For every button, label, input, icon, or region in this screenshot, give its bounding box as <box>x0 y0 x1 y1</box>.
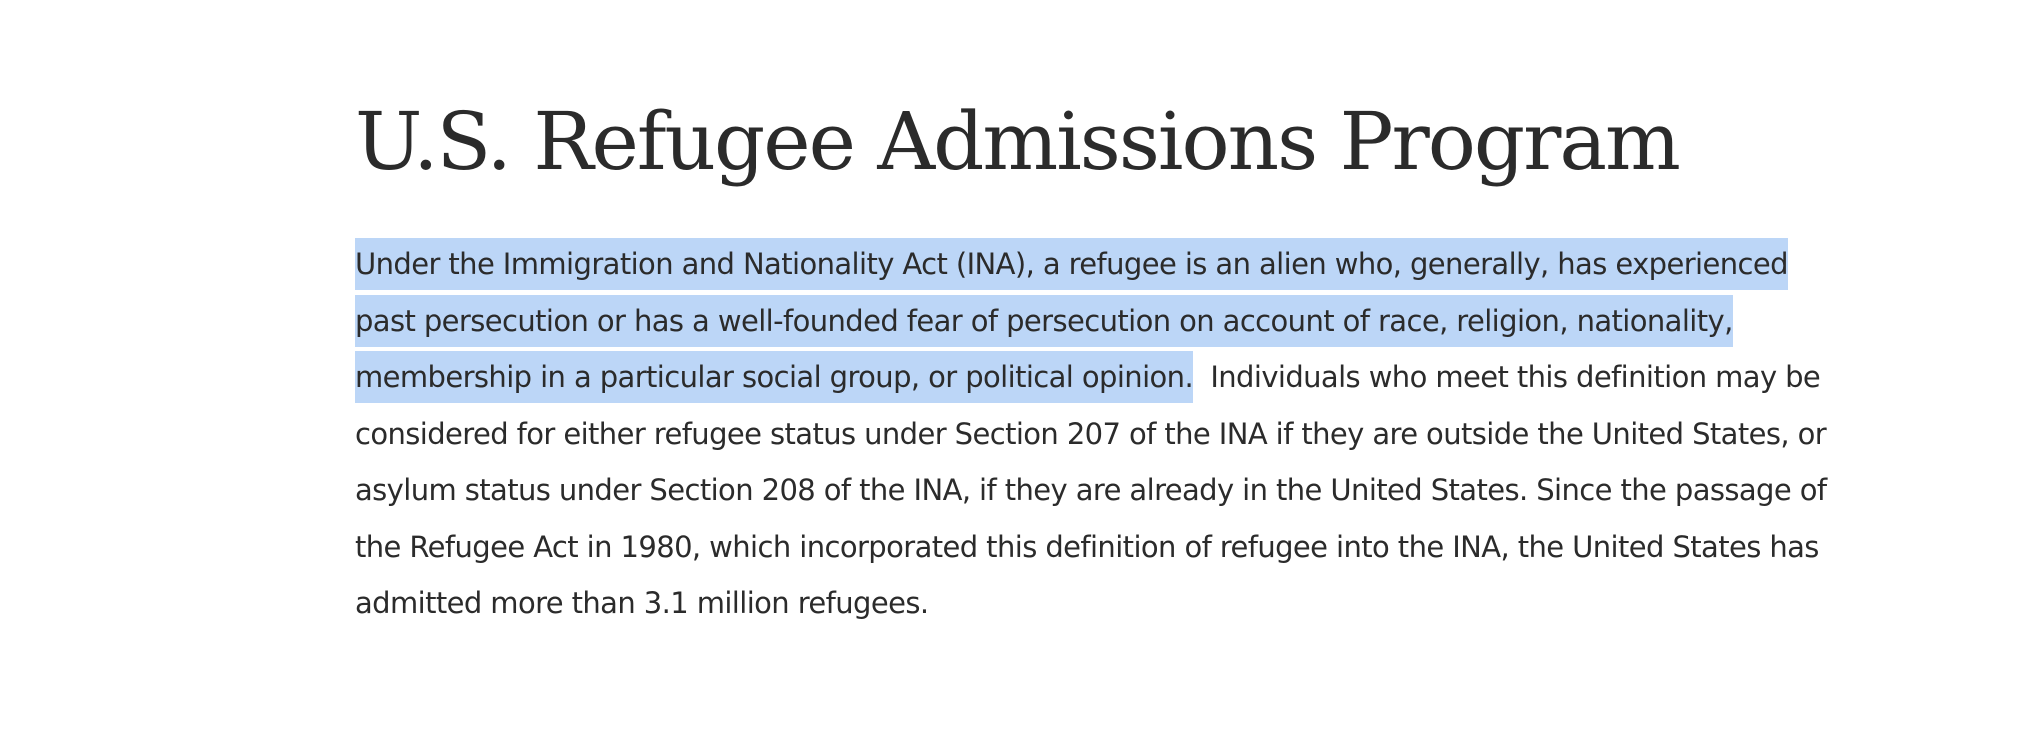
page-title: U.S. Refugee Admissions Program <box>355 95 1679 188</box>
intro-paragraph[interactable] <box>355 236 1855 632</box>
main-content <box>355 92 1855 632</box>
selected-text-highlight[interactable]: Under the Immigration and Nationality Act (INA), a refugee is an alien who, generally, has experienced past persecution or has a well-founded fear of persecution on account of race, religion, nationality, membership in a particular social group, or political opinion. <box>355 238 1788 403</box>
paragraph-remaining-text[interactable]: Individuals who meet this definition may be considered for either refugee status under Section 207 of the INA if they are outside the United States, or asylum status under Section 208 of the INA, if they are already in the United States. Since the passage of the Refugee Act in 1980, which incorporated this definition of refugee into the INA, the United States has admitted more than 3.1 million refugees. <box>355 360 1827 620</box>
